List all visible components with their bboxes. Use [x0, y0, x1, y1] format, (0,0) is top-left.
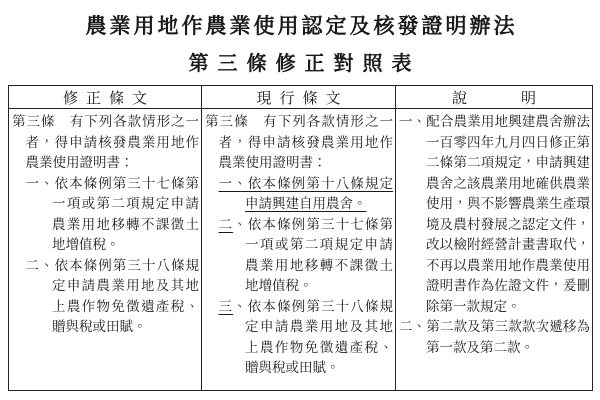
- amended-provisions-block-2: [12, 256, 199, 338]
- table-body-row: [9, 109, 593, 391]
- text-run: 二、第二款及第三款款次遞移為第一款及第二款。: [399, 319, 590, 355]
- explanation-block-1: [399, 317, 590, 358]
- column-header-explanation: 說明: [396, 86, 593, 109]
- amended-provisions-block-0: [12, 112, 199, 174]
- explanation-block-0: [399, 112, 590, 317]
- current-provisions-block-3: [205, 297, 393, 379]
- comparison-table: [8, 85, 593, 391]
- underlined-text-run: 三: [218, 298, 234, 314]
- current-provisions-block-1: [205, 174, 393, 215]
- text-run: 、依本條例第三十八條規定申請農業用地及其地上農作物免徵遺產稅、贈與稅或田賦。: [233, 298, 394, 375]
- document-header: [0, 0, 600, 76]
- text-run: 第三條 有下列各款情形之一者，得申請核發農業用地作農業使用證明書：: [12, 114, 199, 170]
- amended-provisions-cell: [9, 109, 202, 391]
- underlined-text-run: 一、依本條例第十八條規定申請興建自用農舍。: [218, 175, 393, 211]
- amended-provisions-block-1: [12, 174, 199, 256]
- current-provisions-cell: [202, 109, 396, 391]
- current-provisions-block-0: [205, 112, 393, 174]
- text-run: 第三條 有下列各款情形之一者，得申請核發農業用地作農業使用證明書：: [205, 114, 393, 170]
- text-run: 二、依本條例第三十八條規定申請農業用地及其地上農作物免徵遺產稅、贈與稅或田賦。: [25, 257, 199, 334]
- current-provisions-block-2: [205, 215, 393, 297]
- explanation-cell: [396, 109, 593, 391]
- text-run: 、依本條例第三十七條第一項或第二項規定申請農業用地移轉不課徵土地增值稅。: [233, 216, 394, 293]
- text-run: 一、配合農業用地興建農舍辦法一百零四年九月四日修正第二條第二項規定，申請興建農舍之該農業用地確供農業使用，與不影響農業生產環境及農村發展之認定文件，改以檢附經營計畫書取代，不再以農業用地作農業使用證明書作為佐證文件，爰刪除第一款規定。: [399, 114, 590, 314]
- text-run: 一、依本條例第三十七條第一項或第二項規定申請農業用地移轉不課徵土地增值稅。: [25, 175, 199, 252]
- document-subtitle: 第三條修正對照表: [188, 53, 421, 75]
- column-header-current: 現行條文: [202, 86, 396, 109]
- table-header-row: [9, 86, 593, 109]
- underlined-text-run: 二: [218, 216, 234, 232]
- document-title: 農業用地作農業使用認定及核發證明辦法: [85, 14, 518, 38]
- column-header-amended: 修正條文: [9, 86, 202, 109]
